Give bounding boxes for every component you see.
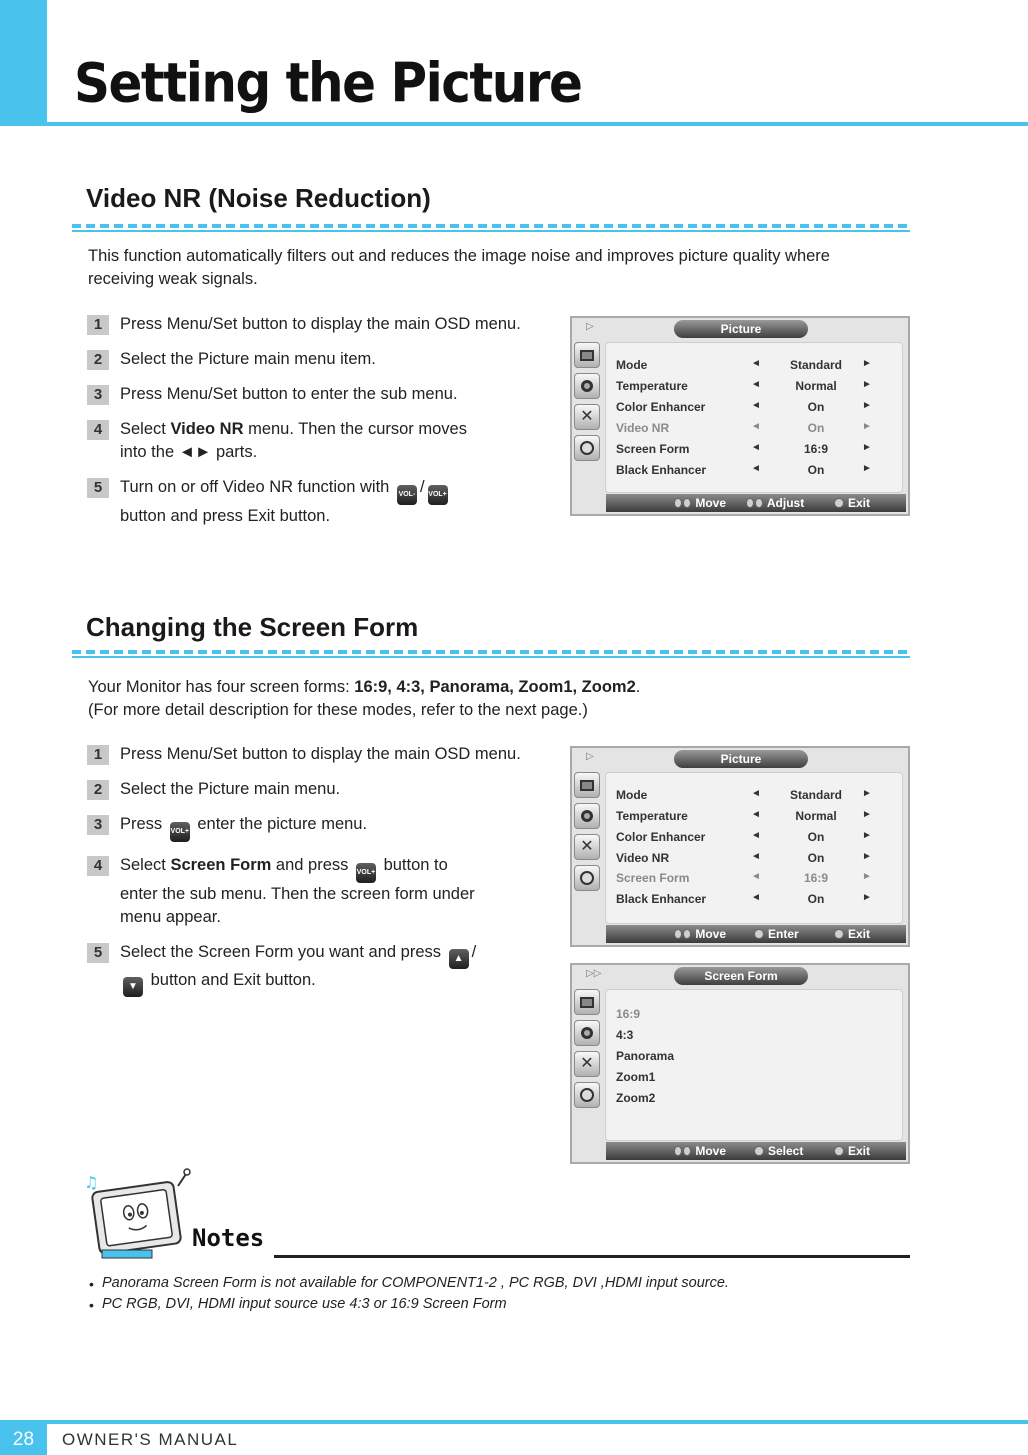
svg-text:♫: ♫ (84, 1173, 99, 1192)
header-accent-bar (0, 0, 47, 126)
step-item (87, 476, 497, 528)
step-item (87, 854, 487, 929)
osd-row-value: On (807, 851, 825, 865)
vol-up-button-icon: VOL+ (356, 863, 376, 883)
left-right-icon (746, 498, 754, 508)
step-number: 3 (87, 815, 109, 835)
osd-row-label: Color Enhancer (616, 830, 706, 844)
osd-row-value: On (807, 421, 825, 435)
clock-icon (574, 865, 600, 891)
exit-icon (834, 1146, 844, 1156)
osd-row-value: On (807, 830, 825, 844)
osd-footer (572, 494, 908, 512)
step-text: menu. Then the cursor moves into the ◄► parts. (120, 420, 467, 461)
screen-form-option[interactable]: Zoom2 (616, 1091, 656, 1105)
vol-down-button-icon: VOL- (397, 485, 417, 505)
step-item (87, 313, 527, 336)
intro-note: (For more detail description for these modes, refer to the next page.) (88, 701, 588, 719)
osd-row-value: 16:9 (803, 442, 829, 456)
exit-hint: Exit (834, 1144, 870, 1158)
step-text: Select (120, 856, 171, 874)
screen-form-option[interactable]: Zoom1 (616, 1070, 656, 1084)
select-icon (754, 1146, 764, 1156)
osd-icon-column (574, 772, 604, 896)
exit-icon (834, 929, 844, 939)
screen-form-option-selected[interactable]: 16:9 (616, 1007, 641, 1021)
picture-icon (574, 342, 600, 368)
osd-row-selected[interactable] (616, 869, 892, 889)
osd-row-value: Normal (795, 809, 837, 823)
step-text: Select the Picture main menu. (120, 780, 341, 798)
right-arrow-icon: ► (862, 851, 872, 862)
step-number: 5 (87, 943, 109, 963)
step-number: 4 (87, 420, 109, 440)
left-arrow-icon: ◄ (751, 871, 761, 882)
osd-title-row (572, 748, 908, 770)
osd-menu-panel (605, 989, 903, 1141)
screen-form-option[interactable]: Panorama (616, 1049, 675, 1063)
select-hint: Select (754, 1144, 803, 1158)
right-arrow-icon: ► (862, 463, 872, 474)
move-hint: Move (674, 496, 726, 510)
step-text: Press Menu/Set button to enter the sub menu. (120, 385, 458, 403)
osd-row-label: Video NR (616, 851, 670, 865)
osd-screen-form-menu (570, 963, 910, 1164)
step-number: 1 (87, 315, 109, 335)
osd-row[interactable] (616, 398, 892, 418)
right-arrow-icon: ► (862, 358, 872, 369)
header-rule (47, 122, 1028, 126)
step-text: button and Exit button. (150, 971, 316, 989)
exit-hint: Exit (834, 496, 870, 510)
step-text: and press (271, 856, 349, 874)
osd-title-row (572, 965, 908, 987)
left-arrow-icon: ◄ (751, 400, 761, 411)
tools-icon: ✕ (574, 834, 600, 860)
osd-footer (572, 925, 908, 943)
exit-hint: Exit (834, 927, 870, 941)
section-heading-screen-form: Changing the Screen Form (86, 612, 419, 642)
sound-icon (574, 373, 600, 399)
osd-row-value: Standard (789, 788, 842, 802)
left-arrow-icon: ◄ (751, 851, 761, 862)
osd-row-value: Standard (789, 358, 842, 372)
note-bullet: • (89, 1276, 94, 1292)
right-arrow-icon: ► (862, 788, 872, 799)
osd-row-value: 16:9 (803, 871, 829, 885)
osd-row[interactable] (616, 807, 892, 827)
right-arrow-icon: ► (862, 400, 872, 411)
step-item (87, 383, 527, 406)
osd-row[interactable] (616, 786, 892, 806)
left-arrow-icon: ◄ (751, 442, 761, 453)
footer-rule (0, 1420, 1028, 1424)
tools-icon: ✕ (574, 404, 600, 430)
note-item: PC RGB, DVI, HDMI input source use 4:3 or 16:9 Screen Form (102, 1296, 507, 1312)
vol-up-button-icon: VOL+ (428, 485, 448, 505)
up-down-icon (683, 1146, 691, 1156)
step-number: 4 (87, 856, 109, 876)
tools-icon: ✕ (574, 1051, 600, 1077)
picture-icon (574, 989, 600, 1015)
osd-row[interactable] (616, 890, 892, 910)
step-text: button to enter the sub menu. Then the screen form under menu appear. (120, 856, 475, 926)
up-down-icon (683, 498, 691, 508)
intro-text: . (635, 678, 641, 696)
step-item (87, 813, 527, 842)
osd-row-label: Video NR (616, 421, 670, 435)
left-arrow-icon: ◄ (751, 358, 761, 369)
step-number: 5 (87, 478, 109, 498)
right-arrow-icon: ► (862, 830, 872, 841)
left-arrow-icon: ◄ (751, 379, 761, 390)
step-text: Select (120, 420, 171, 438)
exit-icon (834, 498, 844, 508)
osd-row-value: On (807, 892, 825, 906)
osd-picture-menu (570, 316, 910, 516)
up-down-icon (683, 929, 691, 939)
play-arrow-icon: ▷ (586, 751, 594, 762)
step-text: Press Menu/Set button to display the main OSD menu. (120, 315, 521, 333)
notes-label: Notes (192, 1224, 265, 1252)
clock-icon (574, 435, 600, 461)
step-number: 2 (87, 780, 109, 800)
right-arrow-icon: ► (862, 871, 872, 882)
osd-row-label: Black Enhancer (616, 892, 707, 906)
osd-row-label: Color Enhancer (616, 400, 706, 414)
tv-mascot-icon (82, 1166, 202, 1266)
right-arrow-icon: ► (862, 421, 872, 432)
note-bullet: • (89, 1297, 94, 1313)
section-rule (72, 650, 910, 654)
clock-icon (574, 1082, 600, 1108)
osd-row-selected[interactable] (616, 419, 892, 439)
left-arrow-icon: ◄ (751, 809, 761, 820)
osd-row[interactable] (616, 440, 892, 460)
right-arrow-icon: ► (862, 379, 872, 390)
osd-row-value: On (807, 400, 825, 414)
page-title: Setting the Picture (74, 52, 582, 115)
right-arrow-icon: ► (862, 442, 872, 453)
play-arrow-icon: ▷ (586, 321, 594, 332)
osd-picture-menu (570, 746, 910, 947)
note-item: Panorama Screen Form is not available for COMPONENT1-2 , PC RGB, DVI ,HDMI input source. (102, 1275, 729, 1291)
up-down-icon (674, 1146, 682, 1156)
osd-title: Screen Form (674, 967, 808, 985)
right-arrow-icon: ► (862, 809, 872, 820)
enter-icon (754, 929, 764, 939)
separator: / (419, 478, 425, 496)
step-text: enter the picture menu. (197, 815, 368, 833)
osd-row[interactable] (616, 828, 892, 848)
step-item (87, 743, 527, 766)
right-arrow-icon: ► (862, 892, 872, 903)
move-hint: Move (674, 1144, 726, 1158)
move-hint: Move (674, 927, 726, 941)
manual-label: OWNER'S MANUAL (62, 1430, 239, 1449)
osd-menu-panel (605, 772, 903, 924)
osd-title-row (572, 318, 908, 340)
down-button-icon: ▼ (123, 977, 143, 997)
picture-icon (574, 772, 600, 798)
step-text: Press Menu/Set button to display the main OSD menu. (120, 745, 521, 763)
step-text: Press (120, 815, 163, 833)
sound-icon (574, 803, 600, 829)
double-arrow-icon: ▷▷ (586, 968, 602, 979)
step-number: 3 (87, 385, 109, 405)
osd-row[interactable] (616, 461, 892, 481)
step-text-bold: Screen Form (170, 856, 272, 874)
left-arrow-icon: ◄ (751, 892, 761, 903)
intro-text: Your Monitor has four screen forms: (88, 678, 355, 696)
osd-icon-column (574, 342, 604, 466)
page-number: 28 (0, 1424, 47, 1455)
step-text: Select the Picture main menu item. (120, 350, 376, 368)
up-button-icon: ▲ (449, 949, 469, 969)
left-arrow-icon: ◄ (751, 788, 761, 799)
step-text-bold: Video NR (170, 420, 244, 438)
section-heading-video-nr: Video NR (Noise Reduction) (86, 183, 431, 213)
left-right-icon (755, 498, 763, 508)
osd-row-label: Mode (616, 788, 648, 802)
video-nr-steps (87, 313, 527, 540)
osd-row-label: Temperature (616, 809, 688, 823)
osd-row-label: Screen Form (616, 871, 690, 885)
osd-menu-panel (605, 342, 903, 493)
step-text: Turn on or off Video NR function with (120, 478, 390, 496)
left-arrow-icon: ◄ (751, 421, 761, 432)
screen-form-option[interactable]: 4:3 (616, 1028, 634, 1042)
step-item (87, 418, 497, 464)
step-text: button and press Exit button. (120, 507, 331, 525)
osd-row[interactable] (616, 377, 892, 397)
left-arrow-icon: ◄ (751, 463, 761, 474)
osd-row-label: Mode (616, 358, 648, 372)
enter-hint: Enter (754, 927, 799, 941)
screen-form-steps (87, 743, 527, 1009)
screen-form-intro (88, 676, 888, 722)
osd-row[interactable] (616, 849, 892, 869)
step-item (87, 348, 527, 371)
osd-row-value: On (807, 463, 825, 477)
up-down-icon (674, 929, 682, 939)
left-arrow-icon: ◄ (751, 830, 761, 841)
step-text: Select the Screen Form you want and press (120, 943, 441, 961)
step-item (87, 778, 527, 801)
osd-row-value: Normal (795, 379, 837, 393)
step-item (87, 941, 497, 997)
osd-row[interactable] (616, 356, 892, 376)
osd-row-label: Screen Form (616, 442, 690, 456)
osd-icon-column (574, 989, 604, 1113)
adjust-hint: Adjust (746, 496, 804, 510)
step-number: 1 (87, 745, 109, 765)
video-nr-intro: This function automatically filters out and reduces the image noise and improves picture quality where receiving weak signals. (88, 247, 830, 288)
osd-title: Picture (674, 750, 808, 768)
vol-up-button-icon: VOL+ (170, 822, 190, 842)
osd-row-label: Black Enhancer (616, 463, 707, 477)
sound-icon (574, 1020, 600, 1046)
osd-footer (572, 1142, 908, 1160)
step-number: 2 (87, 350, 109, 370)
notes-rule (274, 1255, 910, 1258)
up-down-icon (674, 498, 682, 508)
separator: / (471, 943, 477, 961)
osd-title: Picture (674, 320, 808, 338)
osd-row-label: Temperature (616, 379, 688, 393)
intro-forms: 16:9, 4:3, Panorama, Zoom1, Zoom2 (354, 678, 636, 696)
section-rule (72, 224, 910, 228)
